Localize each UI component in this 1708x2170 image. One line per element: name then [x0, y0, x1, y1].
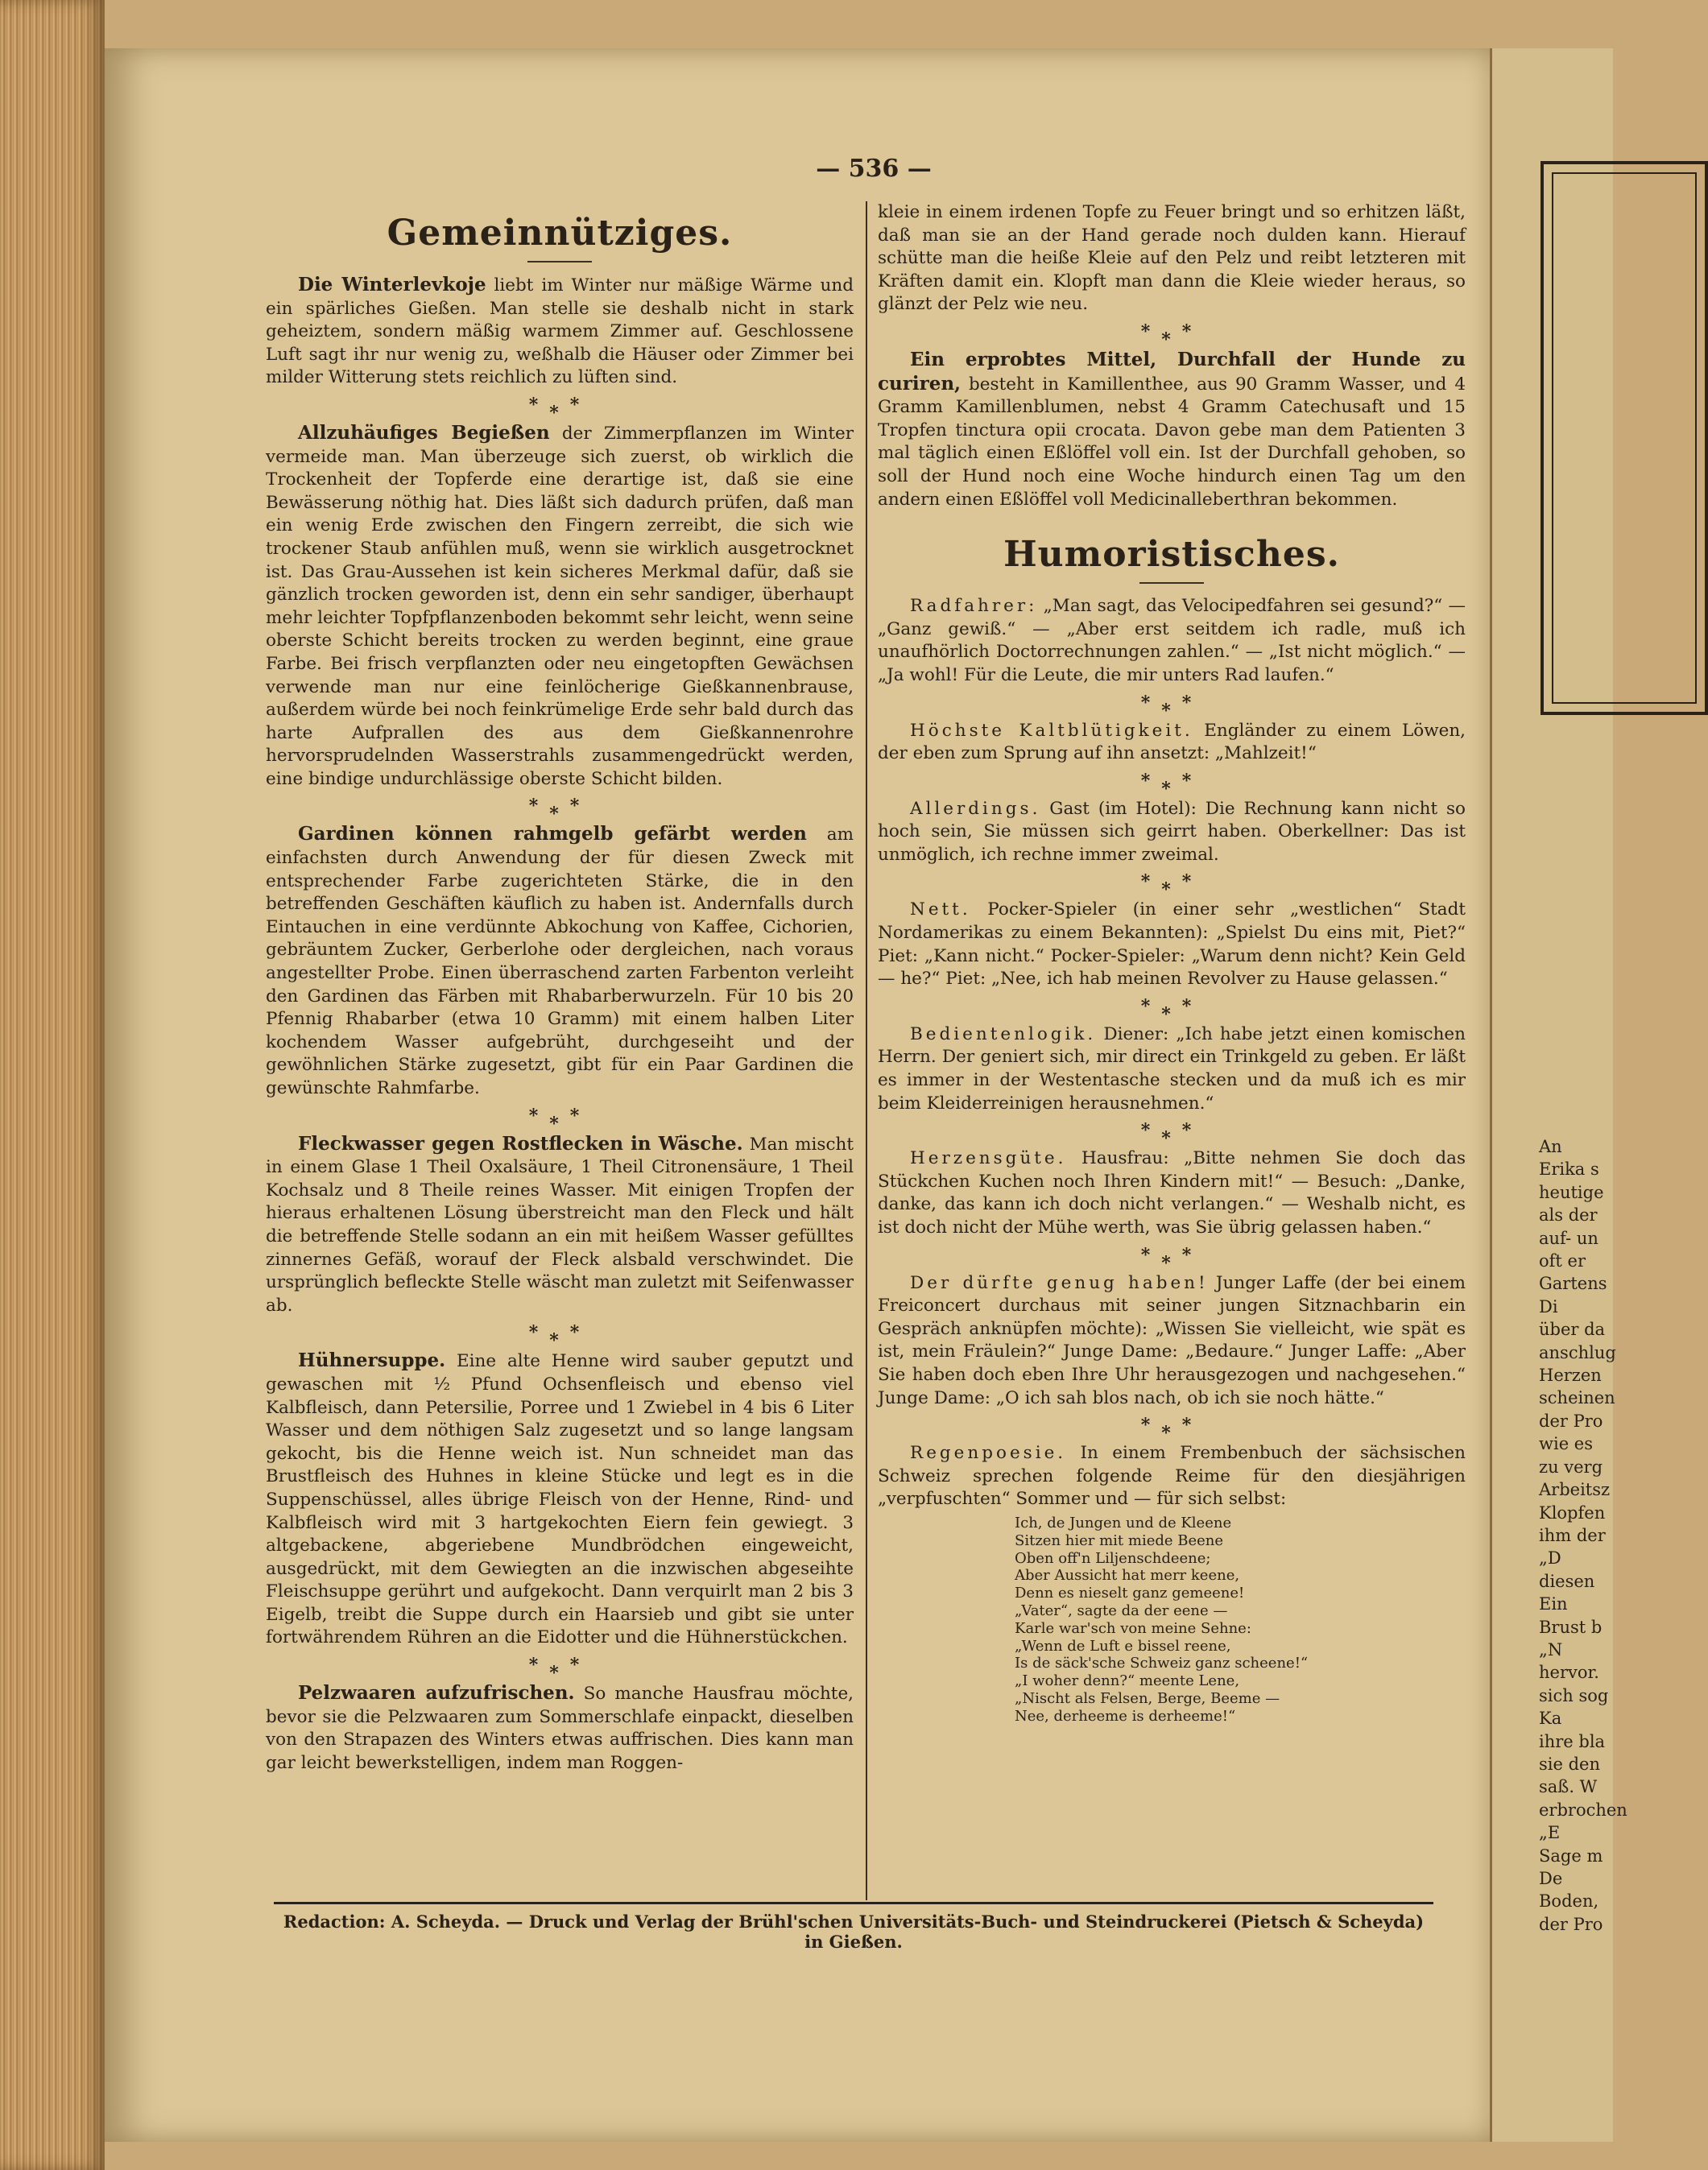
footer-rule — [274, 1902, 1433, 1904]
ornamental-frame — [1541, 161, 1708, 715]
column-divider — [866, 201, 867, 1900]
adjacent-page-fragment: ihm der — [1539, 1525, 1606, 1545]
separator-stars: *** — [528, 796, 591, 825]
separator-stars: *** — [1140, 1120, 1203, 1150]
joke — [878, 595, 1466, 687]
separator-stars: *** — [1140, 871, 1203, 901]
page-number: — 536 — — [816, 155, 932, 183]
adjacent-page-fragment: Brust b — [1539, 1617, 1603, 1637]
poem-line: „Wenn de Luft e bissel reene, — [1015, 1637, 1231, 1655]
section-title-gemeinnuetziges: Gemeinnütziges. — [387, 213, 733, 254]
joke-text: Hausfrau: „Bitte nehmen Sie doch das Stückchen Kuchen noch Ihren Kindern mit!“ — Besuch: „Danke, danke, das kann ich doch nicht verlangen.“ — Weshalb nicht, es ist doch nicht der Mühe werth, was Sie übrig gelassen haben.“ — [878, 1148, 1466, 1238]
article-lead: Allzuhäufiges Begießen — [298, 421, 550, 444]
separator-stars: *** — [1140, 692, 1203, 721]
adjacent-page-fragment: „D — [1539, 1548, 1561, 1569]
joke-text: „Man sagt, das Velocipedfahren sei gesund?“ — „Ganz gewiß.“ — „Aber erst seitdem ich radle, muß ich unaufhörlich Doctorrechnungen zahlen.“ — „Ist nicht möglich.“ — „Ja wohl! Für die Leute, die mir unters Rad laufen.“ — [878, 596, 1466, 685]
separator-stars: *** — [528, 1105, 591, 1135]
joke-lead: Radfahrer: — [910, 596, 1038, 617]
article — [266, 1350, 854, 1650]
separator-stars: *** — [528, 394, 591, 424]
poem-line: Ich, de Jungen und de Kleene — [1015, 1514, 1232, 1531]
separator-stars: *** — [1140, 1415, 1203, 1445]
adjacent-page-fragment: als der — [1539, 1205, 1598, 1226]
article — [266, 422, 854, 792]
adjacent-page-fragment: Herzen — [1539, 1366, 1602, 1386]
joke-lead: Bedientenlogik. — [910, 1023, 1097, 1044]
article-lead: Die Winterlevkoje — [298, 274, 486, 296]
joke-lead: Regenpoesie. — [910, 1443, 1067, 1464]
adjacent-page-fragment: „E — [1539, 1823, 1561, 1843]
adjacent-page-fragment: zu verg — [1539, 1457, 1603, 1477]
article-lead: Gardinen können rahmgelb gefärbt werden — [298, 823, 807, 845]
joke-text: Engländer zu einem Löwen, der eben zum Sprung auf ihn ansetzt: „Mahlzeit!“ — [878, 720, 1466, 764]
joke-lead: Allerdings. — [910, 798, 1041, 819]
adjacent-page-fragment: wie es — [1539, 1434, 1593, 1454]
adjacent-page — [1490, 48, 1627, 2142]
article — [266, 1682, 854, 1775]
adjacent-page-fragment: diesen — [1539, 1571, 1595, 1591]
adjacent-page-fragment: hervor. — [1539, 1663, 1599, 1683]
adjacent-page-fragment: An — [1539, 1137, 1562, 1156]
poem-line: „Vater“, sagte da der eene — — [1015, 1602, 1228, 1619]
poem-line: Aber Aussicht hat merr keene, — [1015, 1567, 1240, 1585]
adjacent-page-fragment: heutige — [1539, 1182, 1604, 1202]
adjacent-page-fragment: Ein — [1539, 1594, 1568, 1614]
article — [878, 349, 1466, 511]
poem-line: Is de säck'sche Schweiz ganz scheene!“ — [1015, 1655, 1309, 1672]
article-text: liebt im Winter nur mäßige Wärme und ein spärliches Gießen. Man stelle sie deshalb nicht in stark geheiztem, sondern mäßig warmem Zimmer auf. Geschlossene Luft sagt ihr nur wenig zu, weßhalb die Häuser oder Zimmer bei milder Witterung stets reichlich zu lüften sind. — [266, 275, 854, 388]
article-text: Eine alte Henne wird sauber geputzt und gewaschen mit ½ Pfund Ochsenfleisch und ebenso viel Kalbfleisch, dann Petersilie, Porree und 1 Zwiebel in 4 bis 6 Liter Wasser und dem nöthigen Salz zugesetzt und so lange langsam gekocht, bis die Henne weich ist. Nun schneidet man das Brustfleisch des Huhnes in kleine Stücke und legt es in die Suppenschüssel, alles übrige Fleisch von der Henne, Rind- und Kalbfleisch wird mit 3 hartgekochten Eiern fein gewiegt. 3 altgebackene, abgeriebene Mundbrödchen eingeweicht, ausgedrückt, mit dem Gewiegten an die inzwischen abgeseihte Fleischsuppe gerührt und aufgekocht. Dann verquirlt man 2 bis 3 Eigelb, treibt die Suppe durch ein Haarsieb und gibt sie unter fortwährendem Rühren an die Eidotter und die Hühnerstückchen. — [266, 1351, 854, 1648]
adjacent-page-fragment: über da — [1539, 1320, 1606, 1340]
separator-stars: *** — [1140, 995, 1203, 1025]
adjacent-page-fragment: Erika s — [1539, 1159, 1599, 1180]
joke — [878, 1272, 1466, 1411]
joke — [878, 1442, 1466, 1511]
article-text: Man mischt in einem Glase 1 Theil Oxalsäure, 1 Theil Citronensäure, 1 Theil Kochsalz und 8 Theile reines Wasser. Mit einigen Tropfen der hieraus erhaltenen Lösung überstreicht man den Fleck und hält die betreffende Stelle sodann an ein mit heißem Wasser gefülltes zinnernes Gefäß, worauf der Fleck alsbald verschwindet. Die ursprünglich befleckte Stelle wäscht man zuletzt mit Seifenwasser ab. — [266, 1134, 854, 1316]
separator-stars: *** — [1140, 770, 1203, 800]
poem — [1015, 1515, 1466, 1726]
article-text: der Zimmerpflanzen im Winter vermeide man. Man überzeuge sich zuerst, ob wirklich die Trockenheit der Topferde eine derartige ist, daß sie eine Bewässerung nöthig hat. Dies läßt sich dadurch prüfen, daß man ein wenig Erde zwischen den Fingern zerreibt, die sich wie trockener Staub anfühlen muß, wenn sie wirklich ausgetrocknet ist. Das Grau-Aussehen ist kein sicheres Merkmal dafür, daß sie gänzlich trocken geworden ist, denn ein sehr sandiger, überhaupt mehr leichter Topfpflanzenboden bekommt sehr leicht, wenn seine oberste Schicht bereits trocken zu werden beginnt, eine graue Farbe. Bei frisch verpflanzten oder neu eingetopften Gewächsen verwende man nur eine feinlöcherige Gießkannenbrause, außerdem würde bei noch feinkrümelige Erde sehr bald durch das harte Aufprallen des aus dem Gießkannenrohre hervorsprudelnden Wasserstrahls zusammengedrückt werden, eine bindige undurchlässige oberste Schicht bilden. — [266, 423, 854, 789]
joke-text: In einem Frembenbuch der sächsischen Schweiz sprechen folgende Reime für den diesjährigen „verpfuschten“ Sommer und — für sich selbst: — [878, 1443, 1466, 1510]
article — [266, 274, 854, 390]
article-text: am einfachsten durch Anwendung der für diesen Zweck mit entsprechender Farbe zugerichteten Stärke, die in den betreffenden Geschäften käuflich zu haben ist. Andernfalls durch Eintauchen in eine verdünnte Abkochung von Kaffee, Cichorien, gebräuntem Zucker, Gerberlohe oder dergleichen, nach voraus angestellter Probe. Einen überraschend zarten Farbenton verleiht den Gardinen das Färben mit Rhabarberwurzeln. Für 10 bis 20 Pfennig Rhabarber (etwa 10 Gramm) mit einem halben Liter kochendem Wasser aufgebrüht, durchgeseiht und der gewöhnlichen Stärke zugesetzt, gibt für ein Paar Gardinen die gewünschte Rahmfarbe. — [266, 825, 854, 1098]
left-column — [266, 201, 854, 1778]
adjacent-page-fragment: Sage m — [1539, 1846, 1603, 1866]
joke — [878, 798, 1466, 867]
article-continuation: kleie in einem irdenen Topfe zu Feuer bringt und so erhitzen läßt, daß man sie an der Hand gerade noch dulden kann. Hierauf schütte man die heiße Kleie auf den Pelz und reibt letzteren mit Kräften damit ein. Klopft man dann die Kleie wieder heraus, so glänzt der Pelz wie neu. — [878, 202, 1466, 315]
right-column — [878, 201, 1466, 1726]
separator-stars: *** — [528, 1322, 591, 1352]
adjacent-page-text — [1539, 1135, 1636, 1936]
adjacent-page-fragment: der Pro — [1539, 1411, 1603, 1431]
poem-line: Oben off'n Liljenschdeene; — [1015, 1549, 1211, 1567]
joke — [878, 720, 1466, 766]
joke-text: Diener: „Ich habe jetzt einen komischen Herrn. Der geniert sich, mir direct ein Trinkgeld zu geben. Er läßt es immer in der Westentasche stecken und da muß ich es mir beim Kleiderreinigen herausnehmen.“ — [878, 1023, 1466, 1114]
article-lead: Hühnersuppe. — [298, 1350, 446, 1372]
article-lead: Fleckwasser gegen Rostflecken in Wäsche. — [298, 1132, 743, 1155]
adjacent-page-fragment: auf- un — [1539, 1228, 1598, 1248]
poem-line: Denn es nieselt ganz gemeene! — [1015, 1585, 1245, 1602]
adjacent-page-fragment: sich sog — [1539, 1685, 1609, 1705]
adjacent-page-fragment: scheinen — [1539, 1388, 1615, 1408]
joke — [878, 1023, 1466, 1115]
article-lead: Pelzwaaren aufzufrischen. — [298, 1682, 575, 1705]
separator-stars: *** — [528, 1655, 591, 1684]
joke-text: Gast (im Hotel): Die Rechnung kann nicht so hoch sein, Sie müssen sich geirrt haben. Oberkellner: Das ist unmöglich, ich rechne immer zweimal. — [878, 798, 1466, 865]
adjacent-page-fragment: „N — [1539, 1639, 1563, 1660]
adjacent-page-fragment: Arbeitsz — [1539, 1480, 1611, 1500]
joke-lead: Höchste Kaltblütigkeit. — [910, 720, 1193, 741]
title-rule — [527, 261, 592, 262]
joke-text: Pocker-Spieler (in einer sehr „westlichen“ Stadt Nordamerikas zu einem Bekannten): „Spielst Du eins mit, Piet?“ Piet: „Kann nicht.“ Pocker-Spieler: „Warum denn nicht? Kein Geld — he?“ Piet: „Nee, ich hab meinen Revolver zu Hause gelassen.“ — [878, 899, 1466, 990]
joke — [878, 899, 1466, 990]
adjacent-page-fragment: Di — [1539, 1296, 1558, 1316]
article — [266, 823, 854, 1100]
adjacent-page-fragment: De — [1539, 1869, 1563, 1888]
joke-text: Junger Laffe (der bei einem Freiconcert durchaus mit seiner jungen Sitznachbarin ein Gespräch anknüpfen möchte): „Wissen Sie vielleicht, wie spät es ist, mein Fräulein?“ Junge Dame: „Bedaure.“ Junger Laffe: „Aber Sie haben doch eben Ihre Uhr herausgezogen und nachgesehen.“ Junge Dame: „O ich sah blos nach, ob ich sie noch hätte.“ — [878, 1272, 1466, 1408]
joke-lead: Herzensgüte. — [910, 1148, 1067, 1169]
adjacent-page-fragment: saß. W — [1539, 1777, 1598, 1797]
poem-line: Karle war'sch von meine Sehne: — [1015, 1619, 1251, 1637]
poem-line: „I woher denn?“ meente Lene, — [1015, 1672, 1240, 1690]
adjacent-page-fragment: sie den — [1539, 1754, 1600, 1774]
poem-line: Nee, derheeme is derheeme!“ — [1015, 1707, 1236, 1725]
adjacent-page-fragment: der Pro — [1539, 1914, 1603, 1934]
adjacent-page-fragment: oft er — [1539, 1251, 1586, 1271]
adjacent-page-fragment: Klopfen — [1539, 1502, 1606, 1523]
article-text: So manche Hausfrau möchte, bevor sie die Pelzwaaren zum Sommerschlafe einpackt, dieselben von den Strapazen des Winters etwas auffrischen. Dies kann man gar leicht bewerkstelligen, indem man Roggen- — [266, 1684, 854, 1773]
adjacent-page-fragment: ihre bla — [1539, 1731, 1606, 1751]
article-text: besteht in Kamillenthee, aus 90 Gramm Wasser, und 4 Gramm Kamillenblumen, nebst 4 Gramm Catechusaft und 15 Tropfen tinctura opii crocata. Davon gebe man dem Patienten 3 mal täglich einen Eßlöffel voll ein. Ist der Durchfall gehoben, so soll der Hund noch eine Woche hindurch einen Tag um den andern einen Eßlöffel voll Medicinalleberthran bekommen. — [878, 374, 1466, 510]
adjacent-page-fragment: anschlug — [1539, 1342, 1616, 1362]
adjacent-page-fragment: Ka — [1539, 1709, 1562, 1729]
book-spine-edge — [0, 0, 105, 2170]
separator-stars: *** — [1140, 320, 1203, 350]
title-rule — [1139, 582, 1204, 584]
joke-lead: Der dürfte genug haben! — [910, 1272, 1209, 1293]
imprint-footer: Redaction: A. Scheyda. — Druck und Verlag der Brühl'schen Universitäts-Buch- und Steindruckerei (Pietsch & Scheyda) in Gießen. — [283, 1912, 1425, 1952]
article — [266, 1133, 854, 1318]
poem-line: „Nischt als Felsen, Berge, Beeme — — [1015, 1689, 1280, 1707]
adjacent-page-fragment: Boden, — [1539, 1891, 1599, 1912]
joke-lead: Nett. — [910, 899, 971, 920]
separator-stars: *** — [1140, 1244, 1203, 1274]
adjacent-page-fragment: Gartens — [1539, 1274, 1607, 1294]
article-lead: Ein erprobtes Mittel, Durchfall der Hunde zu curiren, — [878, 348, 1466, 395]
poem-line: Sitzen hier mit miede Beene — [1015, 1531, 1224, 1549]
section-title-humoristisches: Humoristisches. — [1003, 534, 1340, 576]
joke — [878, 1147, 1466, 1239]
adjacent-page-fragment: erbrochen — [1539, 1800, 1627, 1820]
